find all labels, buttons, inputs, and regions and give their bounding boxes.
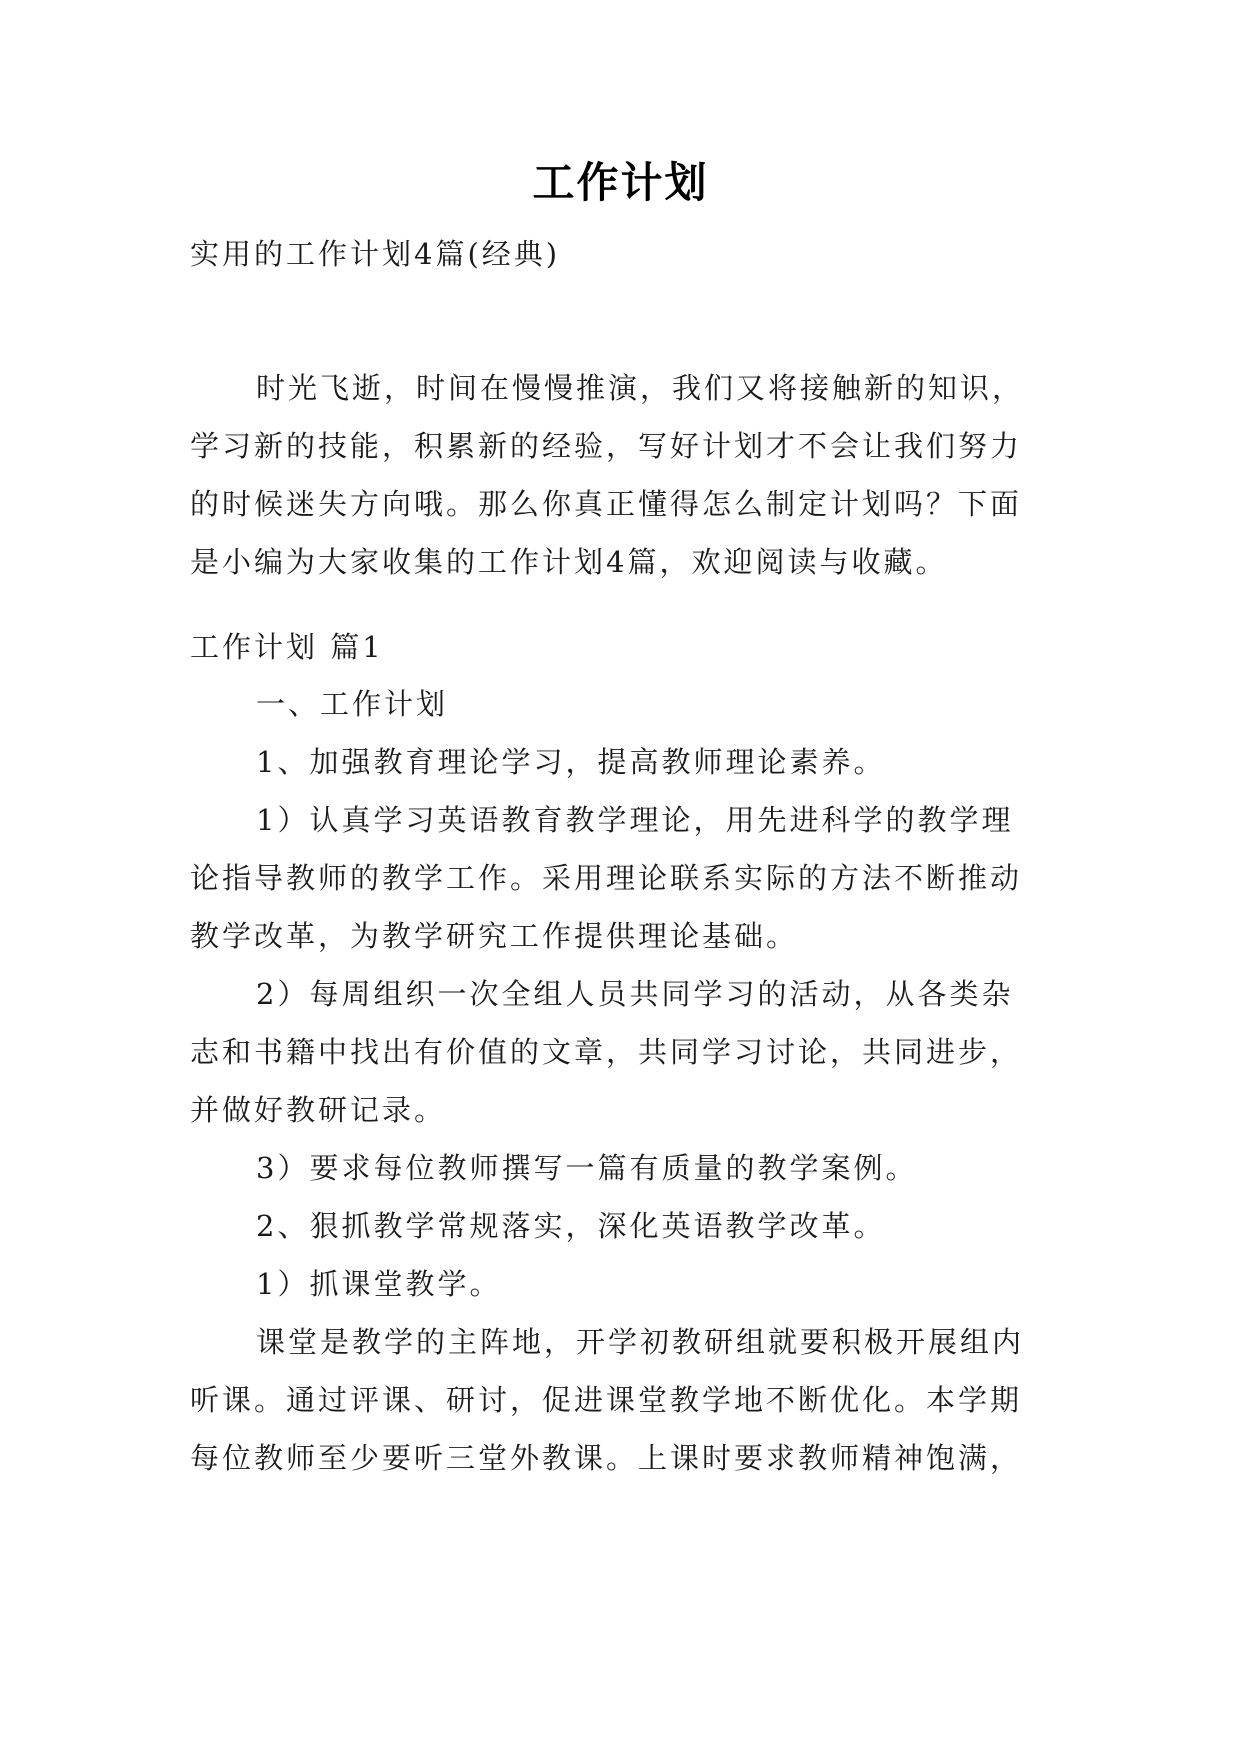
intro-line: 时光飞逝，时间在慢慢推演，我们又将接触新的知识， [256, 371, 1025, 405]
intro-line: 学习新的技能，积累新的经验，写好计划才不会让我们努力 [190, 429, 1023, 463]
body-line: 2、狠抓教学常规落实，深化英语教学改革。 [256, 1209, 886, 1243]
body-line: 课堂是教学的主阵地，开学初教研组就要积极开展组内 [256, 1325, 1025, 1359]
section-heading [190, 618, 1070, 676]
body-line: 论指导教师的教学工作。采用理论联系实际的方法不断推动 [190, 861, 1023, 895]
body-line: 听课。通过评课、研讨，促进课堂教学地不断优化。本学期 [190, 1383, 1023, 1417]
body-line: 1）认真学习英语教育教学理论，用先进科学的教学理 [256, 803, 1014, 837]
intro-line: 的时候迷失方向哦。那么你真正懂得怎么制定计划吗？下面 [190, 487, 1023, 521]
body-line: 并做好教研记录。 [190, 1093, 447, 1127]
subtitle-text: 实用的工作计划4篇(经典) [190, 237, 561, 271]
section-body [190, 675, 1070, 1487]
body-line: 2）每周组织一次全组人员共同学习的活动，从各类杂 [256, 977, 1014, 1011]
intro-paragraph [190, 359, 1070, 591]
body-line: 志和书籍中找出有价值的文章，共同学习讨论，共同进步， [190, 1035, 1023, 1069]
body-line: 每位教师至少要听三堂外教课。上课时要求教师精神饱满， [190, 1441, 1023, 1475]
body-line: 教学改革，为教学研究工作提供理论基础。 [190, 919, 799, 953]
document-title: 工作计划 [532, 158, 709, 207]
section-heading-text: 工作计划 篇1 [190, 630, 384, 664]
body-line: 1）抓课堂教学。 [256, 1267, 502, 1301]
body-line: 一、工作计划 [256, 687, 449, 721]
body-line: 3）要求每位教师撰写一篇有质量的教学案例。 [256, 1151, 918, 1185]
intro-line: 是小编为大家收集的工作计划4篇，欢迎阅读与收藏。 [190, 545, 948, 579]
document-subtitle [190, 225, 1070, 283]
body-line: 1、加强教育理论学习，提高教师理论素养。 [256, 745, 886, 779]
